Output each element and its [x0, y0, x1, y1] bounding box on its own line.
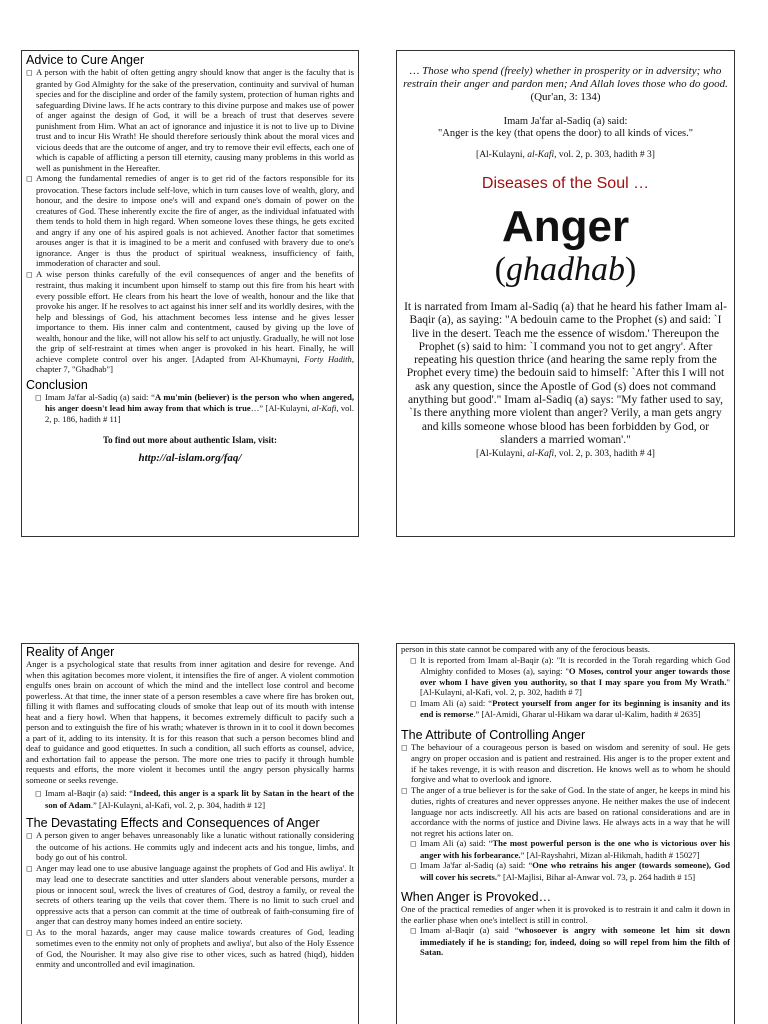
conclusion-block: [26, 392, 354, 425]
series-title: Diseases of the Soul …: [481, 175, 650, 192]
provoked-intro: One of the practical remedies of anger when it is provoked is to restrain it and calm it down in the earlier phase when one's intellect is still in control.: [401, 904, 730, 925]
baqir-block: [26, 788, 354, 810]
heading-effects: The Devastating Effects and Consequences of Anger: [26, 816, 320, 830]
conclusion-quote: ◻ Imam Ja'far al-Sadiq (a) said: “A mu'min (believer) is the person who when angered, his anger doesn't lead him away from that which is true…” [Al-Kulayni, al-Kafi, vol. 2, p. 186, hadith # 11]: [35, 392, 354, 425]
quran-quote: … Those who spend (freely) whether in prosperity or in adversity; who restrain their anger and pardon men; And Allah loves those who do good. (Qur'an, 3: 134): [403, 65, 728, 103]
continued-line: person in this state cannot be compared with any of the ferocious beasts.: [401, 644, 650, 654]
ali-quote: ◻ Imam Ali (a) said: “Protect yourself from anger for its beginning is insanity and its end is remorse.” [Al-Amidi, Gharar ul-Hikam wa darar ul-Kalim, hadith # 2635]: [410, 698, 730, 720]
main-title: Anger: [501, 202, 630, 251]
baqir-sit-quote: ◻ Imam al-Baqir (a) said “whosoever is angry with someone let him sit down immediately if he is standing; for, indeed, doing so will repel from him the filth of Satan.: [410, 925, 730, 958]
baqir-quote: ◻ Imam al-Baqir (a) said: “Indeed, this anger is a spark lit by Satan in the heart of the son of Adam.” [Al-Kulayni, al-Kafi, vol. 2, p. 304, hadith # 12]: [35, 788, 354, 810]
heading-advice: Advice to Cure Anger: [26, 53, 145, 67]
advice-para-1: ◻ A person with the habit of often getting angry should know that anger is the faculty that is granted by God Almighty for the sake of the preservation, continuity and survival of human species and for the discipline and order of the family system, protection of human rights and safeguarding Divine laws. If he acts contrary to this divine purpose and makes use of power of anger against the design of God, it will be a breach of trust that deserves severe punishment from Him. What an act of ignorance and injustice it is not to live up to Divine trust and to incur His Wrath! He should therefore seriously think about the moral vices and vicious deeds that are the outcome of anger, and try to remove their evil effects, each one of which is capable of afflicting a person till eternity, causing many problems in this world as well as punishment in the Hereafter.: [26, 67, 354, 173]
kafi-reference-1: [Al-Kulayni, al-Kafi, vol. 2, p. 303, hadith # 3]: [476, 150, 655, 160]
panel-cover: [396, 50, 735, 537]
kafi-reference-2: [Al-Kulayni, al-Kafi, vol. 2, p. 303, hadith # 4]: [476, 449, 655, 460]
sadiq-saying: Imam Ja'far al-Sadiq (a) said: "Anger is the key (that opens the door) to all kinds of vices.": [438, 116, 693, 139]
sadiq-secrets-quote: ◻ Imam Ja'far al-Sadiq (a) said: “One who retrains his anger (towards someone), God will cover his secrets.” [Al-Majlisi, Bihar al-Anwar vol. 73, p. 264 hadith # 15]: [410, 860, 730, 882]
advice-para-3: ◻ A wise person thinks carefully of the evil consequences of anger and the benefits of restraint, thus making it incumbent upon himself to stamp out this fire from his heart with every possible effort. He clears from his heart the love of wealth, honour and the like that provoke his anger. If he resolves to act against his inner self and its worldly desires, with the help and blessings of God, his attachment becomes less intense and he gives lesser importance to them. His inner calm and contentment, caused by giving up the love of wealth, honour and the like, will not allow his self to act unjustly. Gradually, he will not lose the grip of self-restraint at times when anger is provoked in his heart. Finally, he will achieve complete control over his anger. [Adapted from Al-Khumayni, Forty Hadith, chapter 7, "Ghadhab"]: [26, 269, 354, 375]
quotes-block-2: [401, 838, 730, 882]
panel-advice: [21, 50, 359, 537]
effect-item: ◻ Anger may lead one to use abusive language against the prophets of God and His awliya'. It may lead one to desecrate sanctities and utter slanders about venerable persons, murder a pious or innocent soul, wreck the lives of creatures of God, destroy a family, or reveal the secrets of others tearing up the veils that cover them. There is no limit to such cruel and oppressive acts that a person can commit at the time of outbreak of faith-consuming fire of anger that can destroy many homes indeed an entire society.: [26, 863, 354, 927]
bedouin-narration: It is narrated from Imam al-Sadiq (a) that he heard his father Imam al-Baqir (a), as saying: "A bedouin came to the Prophet (s) and said: `I live in the desert. Teach me the essence of wisdom.' Thereupon the Prophet (s) said to him: `I command you not to get angry'. After repeating his question thrice (and hearing the same reply from the Prophet every time) the bedouin said to himself: `After this I will not ask any question, since the Apostle of God (s) does not command anything but good'." Imam al-Sadiq (a) says: "My father used to say, `Is there anything more violent than anger? Verily, a man gets angry and kills someone whose blood has been forbidden by God, or slanders a married woman'.": [404, 301, 727, 446]
effect-item: ◻ A person given to anger behaves unreasonably like a lunatic without rationally considering the outcome of his actions. He commits ugly and indecent acts and his tongue, limbs, and body go out of his control.: [26, 830, 354, 863]
ali-forbearance-quote: ◻ Imam Ali (a) said: “The most powerful person is the one who is victorious over his anger with his forbearance.” [Al-Rayshahri, Mizan al-Hikmah, hadith # 15027]: [410, 838, 730, 860]
heading-controlling: The Attribute of Controlling Anger: [401, 727, 586, 742]
faq-link[interactable]: http://al-islam.org/faq/: [138, 451, 242, 464]
reality-intro: Anger is a psychological state that results from inner agitation and desire for revenge. And when this agitation becomes more violent, it intensifies the fire of anger. A violent commotion engulfs ones brain on account of which the mind and the intellect lose control and become powerless. At that time, the inner state of a person resembles a cave where fire has broken out, filling it with flames and suffocating clouds of smoke that leap out of its mouth with intense heat and a fiery howl. When that happens, it becomes extremely difficult to pacify such a person and to extinguish the fire of his wrath; whatever is thrown in it to cool it down becomes a part of it, adding to its intensity. It is for this reason that such a person becomes blind and deaf to guidance and good etiquettes. In such a condition, all such efforts as counsel, advice, and exhortation fail to appease the person. The more one tries to pacify it through humble requests and efforts, the more violent it becomes until the angry person physically harms someone or seeks revenge.: [26, 659, 354, 785]
panel-controlling: [396, 643, 735, 1024]
subtitle: (ghadhab): [494, 251, 637, 288]
quotes-block-3: [401, 925, 730, 958]
find-out-text: To find out more about authentic Islam, visit:: [102, 435, 278, 445]
effect-item: ◻ As to the moral hazards, anger may cause malice towards creatures of God, leading sometimes even to the enmity not only of prophets and awliya', but also of the Holy Essence of God, the Nourisher. It may also give rise to other vices, such as hatred (hiqd), hidden enmity and uncontrolled and evil imagination.: [26, 927, 354, 970]
panel-reality: [21, 643, 359, 1024]
heading-reality: Reality of Anger: [26, 645, 115, 659]
attribute-item: ◻ The behaviour of a courageous person is based on wisdom and serenity of soul. He gets angry on proper occasion and is patient and restrained. His anger is to the proper extent and if he takes revenge, it is with reason and discretion. He knows well as to whom he should forgive and what to overlook and ignore.: [401, 742, 730, 785]
attribute-item: ◻ The anger of a true believer is for the sake of God. In the state of anger, he keeps in mind his duties, rights of creatures and never oppresses anyone. He neither makes the use of indecent language nor acts indiscreetly. All his acts are based on rational considerations and are in accordance with the norms of justice and Divine laws. He always acts in a way that he will not regret his actions later on.: [401, 785, 730, 839]
heading-conclusion: Conclusion: [26, 377, 88, 392]
advice-para-2: ◻ Among the fundamental remedies of anger is to get rid of the factors responsible for its provocation. These factors include self-love, which in turn causes love of wealth, glory, and honour, and the desire to impose one's will and expand one's domain of power on the creatures of God. These inherently excite the fire of anger, as the individual infatuated with them tends to hold them in high regard. When someone loves these things, he gets excited and angry if any one of his aspired goals is not achieved. Another factor that sometimes arouses anger is that it is imagined to be a merit and confused with bravery due to one's ignorance. Anger is thus the product of spiritual weakness, insufficiency of faith, immoderation of character and soul.: [26, 173, 354, 269]
heading-provoked: When Anger is Provoked…: [401, 890, 552, 904]
torah-quote: ◻ It is reported from Imam al-Baqir (a): "It is recorded in the Torah regarding which God Almighty confided to Moses (a), saying: "O Moses, control your anger towards those over whom I have given you authority, so that I may spare you from My Wrath." [Al-Kulayni, al-Kafi, vol. 2, p. 302, hadith # 7]: [410, 655, 730, 698]
quotes-block-1: [401, 655, 730, 720]
